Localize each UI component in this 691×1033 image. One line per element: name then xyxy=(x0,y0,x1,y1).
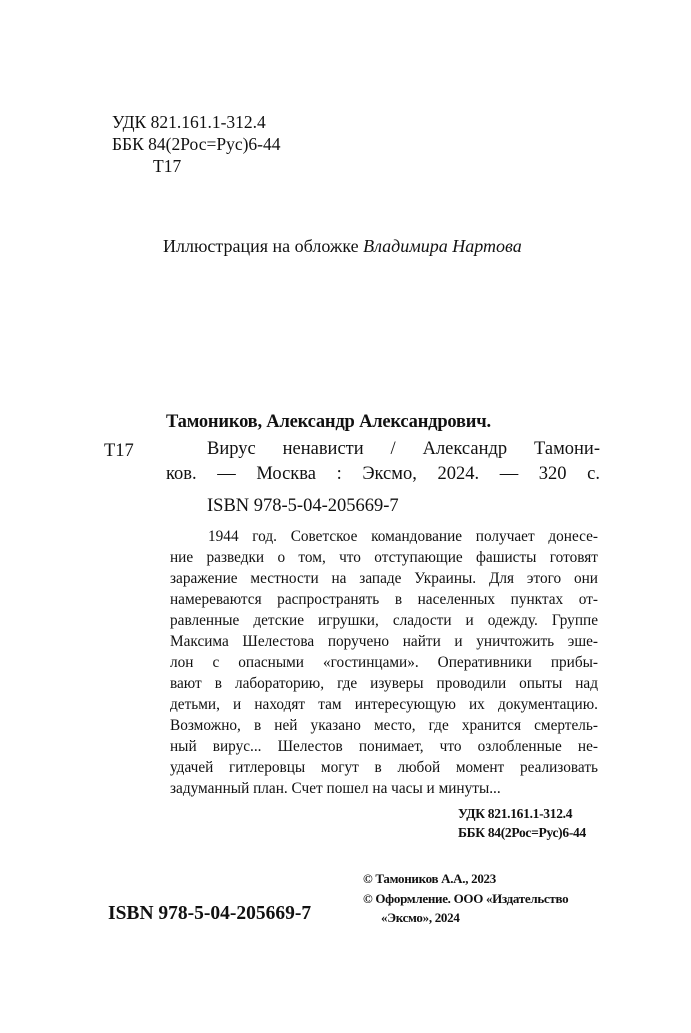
annotation-line: детьми, и находят там интересующую их документацию. xyxy=(170,696,598,713)
udk-code: УДК 821.161.1-312.4 xyxy=(112,112,266,132)
author-mark: Т17 xyxy=(153,156,182,176)
classification-udk: УДК 821.161.1-312.4 xyxy=(458,806,573,821)
annotation-line: равленные детские игрушки, сладости и одежду. Группе xyxy=(170,612,598,629)
illustration-artist: Владимира Нартова xyxy=(363,236,522,256)
classification-bbk: ББК 84(2Рос=Рус)6-44 xyxy=(458,825,586,840)
copyright-design: © Оформление. ООО «Издательство xyxy=(363,891,569,906)
author-heading: Тамоников, Александр Александрович. xyxy=(166,412,491,432)
bbk-code: ББК 84(2Рос=Рус)6-44 xyxy=(112,134,281,154)
annotation-line: Возможно, в ней указано место, где хранится смертель- xyxy=(170,717,598,734)
annotation-line: ние разведки о том, что отступающие фашисты готовят xyxy=(170,549,598,566)
annotation-line: лон с опасными «гостинцами». Оперативники прибы- xyxy=(170,654,598,671)
illustration-credit xyxy=(163,236,522,257)
annotation-line: задуманный план. Счет пошел на часы и минуты... xyxy=(170,780,501,797)
annotation-line: Максима Шелестова поручено найти и уничтожить эше- xyxy=(170,633,598,650)
bib-mark: Т17 xyxy=(104,441,134,461)
annotation-line: 1944 год. Советское командование получает донесе- xyxy=(208,528,598,545)
annotation xyxy=(170,526,598,799)
copyright-publisher: «Эксмо», 2024 xyxy=(381,910,460,925)
annotation-line: вают в лабораторию, где изуверы проводили опыты над xyxy=(170,675,598,692)
annotation-line: намереваются распространять в населенных пунктах от- xyxy=(170,591,598,608)
copyright-author: © Тамоников А.А., 2023 xyxy=(363,871,496,886)
bib-description xyxy=(166,437,600,487)
bib-isbn: ISBN 978-5-04-205669-7 xyxy=(207,496,399,516)
annotation-line: удачей гитлеровцы могут в любой момент реализовать xyxy=(170,759,598,776)
annotation-line: ный вирус... Шелестов понимает, что озлобленные не- xyxy=(170,738,598,755)
illustration-prefix: Иллюстрация на обложке xyxy=(163,236,364,256)
bib-line-1: Вирус ненависти / Александр Тамони- xyxy=(207,439,600,459)
footer-isbn: ISBN 978-5-04-205669-7 xyxy=(108,903,312,924)
annotation-line: заражение местности на западе Украины. Для этого они xyxy=(170,570,598,587)
bib-line-2: ков. — Москва : Эксмо, 2024. — 320 с. xyxy=(166,464,600,484)
